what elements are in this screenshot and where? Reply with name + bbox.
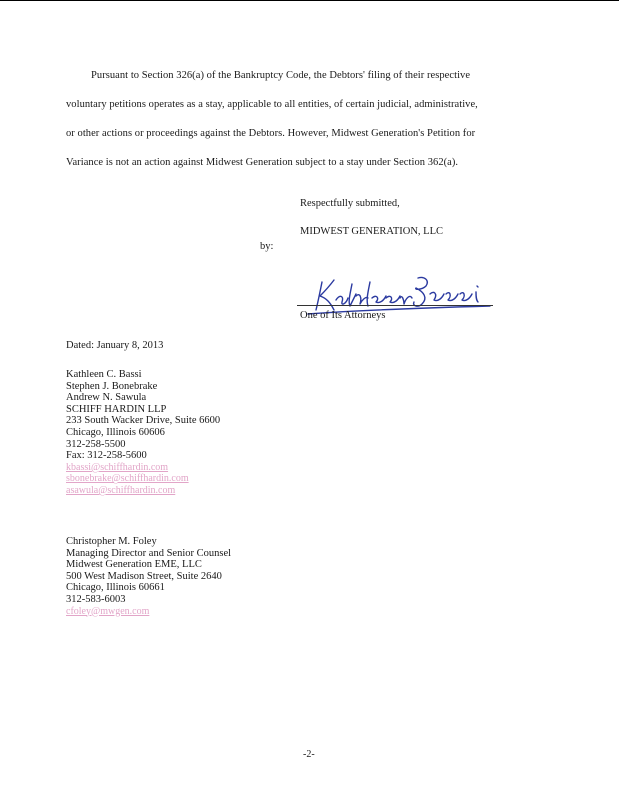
company-name: MIDWEST GENERATION, LLC bbox=[300, 226, 444, 237]
attorney-contact-block-1 bbox=[66, 369, 220, 497]
paragraph-line-4: Variance is not an action against Midwest Generation subject to a stay under Section 362(a). bbox=[66, 157, 459, 168]
contact-line: Managing Director and Senior Counsel bbox=[66, 547, 232, 559]
email-link[interactable]: sbonebrake@schiffhardin.com bbox=[66, 473, 189, 485]
contact-line: Kathleen C. Bassi bbox=[66, 369, 142, 380]
email-link[interactable]: asawula@schiffhardin.com bbox=[66, 484, 176, 496]
paragraph-line-3: or other actions or proceedings against the Debtors. However, Midwest Generation's Petition for bbox=[66, 128, 476, 139]
top-rule bbox=[0, 0, 619, 1]
contact-line: Midwest Generation EME, LLC bbox=[66, 559, 202, 571]
contact-line: Chicago, Illinois 60661 bbox=[66, 582, 165, 594]
date-line: Dated: January 8, 2013 bbox=[66, 340, 164, 351]
contact-line: Chicago, Illinois 60606 bbox=[66, 426, 165, 438]
signer-role: One of Its Attorneys bbox=[300, 310, 386, 321]
signature-line bbox=[297, 305, 493, 306]
by-label: by: bbox=[260, 241, 274, 252]
contact-line: Christopher M. Foley bbox=[66, 536, 157, 547]
contact-line: 233 South Wacker Drive, Suite 6600 bbox=[66, 415, 221, 427]
email-link[interactable]: kbassi@schiffhardin.com bbox=[66, 461, 169, 473]
attorney-contact-block-2 bbox=[66, 536, 231, 617]
page-number: -2- bbox=[303, 749, 315, 760]
paragraph-line-2: voluntary petitions operates as a stay, applicable to all entities, of certain judicial, administrative, bbox=[66, 99, 478, 110]
contact-line: Fax: 312-258-5600 bbox=[66, 450, 147, 462]
closing-text: Respectfully submitted, bbox=[300, 198, 400, 209]
contact-line: Stephen J. Bonebrake bbox=[66, 380, 158, 392]
contact-line: 312-258-5500 bbox=[66, 438, 126, 450]
email-link[interactable]: cfoley@mwgen.com bbox=[66, 605, 150, 617]
contact-line: 500 West Madison Street, Suite 2640 bbox=[66, 570, 222, 582]
paragraph-line-1: Pursuant to Section 326(a) of the Bankruptcy Code, the Debtors' filing of their respective bbox=[91, 70, 471, 81]
contact-line: SCHIFF HARDIN LLP bbox=[66, 403, 167, 415]
contact-line: Andrew N. Sawula bbox=[66, 392, 147, 404]
contact-line: 312-583-6003 bbox=[66, 593, 126, 605]
